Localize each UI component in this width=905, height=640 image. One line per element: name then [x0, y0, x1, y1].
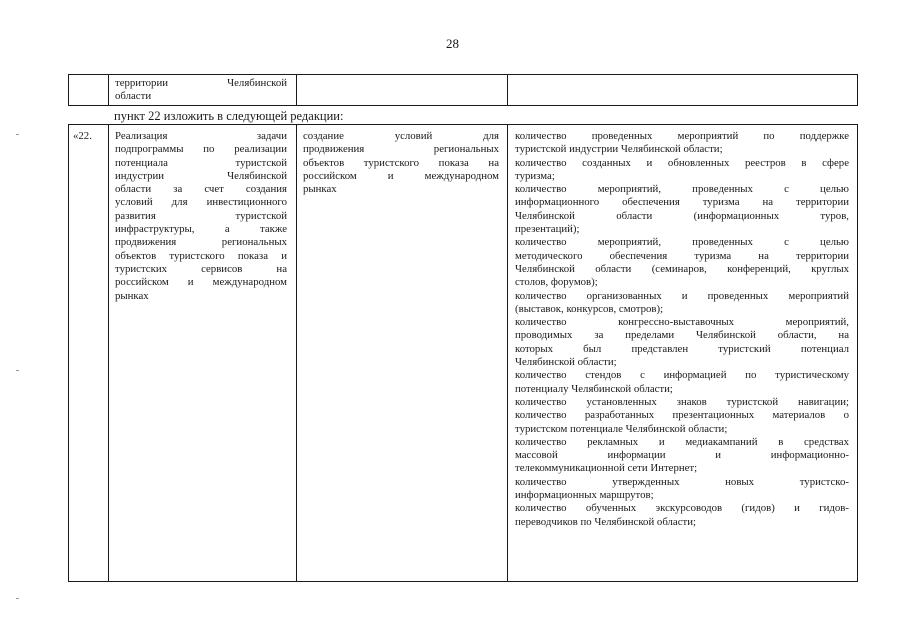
- text-line: области: [115, 90, 152, 103]
- text-line: массовой информации и информационно-: [515, 449, 849, 462]
- row22-border-left: [68, 124, 69, 582]
- program-table: [68, 74, 858, 582]
- task-cell: [115, 130, 287, 303]
- text-line: количество мероприятий, проведенных с целью: [515, 183, 849, 196]
- text-line: количество созданных и обновленных реестров в сфере: [515, 156, 849, 169]
- text-line: продвижения региональных: [115, 236, 287, 249]
- text-line: количество разработанных презентационных материалов о: [515, 409, 849, 422]
- text-line: (выставок, конкурсов, смотров);: [515, 302, 664, 315]
- text-line: презентаций);: [515, 223, 580, 236]
- text-line: которых был представлен туристский потенциал: [515, 342, 849, 355]
- text-line: развития туристской: [115, 209, 287, 222]
- top-row-task-cell: [115, 77, 287, 104]
- text-line: туристской индустрии Челябинской области;: [515, 143, 723, 156]
- text-line: Челябинской области;: [515, 356, 617, 369]
- text-line: Челябинской области (семинаров, конференций, круглых: [515, 262, 849, 275]
- text-line: Реализация задачи: [115, 130, 287, 142]
- indicators-cell: [515, 130, 849, 529]
- top-row-divider-2: [296, 74, 297, 106]
- text-line: Челябинской области (информационных туров,: [515, 209, 849, 222]
- text-line: потенциала туристской: [115, 156, 287, 169]
- row-number: «22.: [73, 130, 92, 142]
- text-line: территории Челябинской: [115, 77, 287, 89]
- text-line: индустрии Челябинской: [115, 169, 287, 182]
- text-line: рынках: [303, 183, 337, 196]
- text-line: туризма;: [515, 169, 555, 182]
- row22-divider-2: [296, 124, 297, 582]
- row22-top-border: [68, 124, 858, 125]
- text-line: проводимых за пределами Челябинской области, на: [515, 329, 849, 342]
- text-line: информационного обеспечения туризма на территории: [515, 196, 849, 209]
- text-line: подпрограммы по реализации: [115, 143, 287, 156]
- text-line: туристском потенциале Челябинской области;: [515, 422, 728, 435]
- text-line: количество обученных экскурсоводов (гидов) и гидов-: [515, 502, 849, 515]
- text-line: инфраструктуры, а также: [115, 223, 287, 236]
- text-line: продвижения региональных: [303, 143, 499, 156]
- text-line: количество мероприятий, проведенных с целью: [515, 236, 849, 249]
- text-line: потенциалу Челябинской области;: [515, 382, 673, 395]
- text-line: условий для инвестиционного: [115, 196, 287, 209]
- top-row-border-left: [68, 74, 69, 106]
- top-row-divider-3: [507, 74, 508, 106]
- text-line: туристских сервисов на: [115, 262, 287, 275]
- page-number: 28: [446, 36, 459, 51]
- scan-mark: [16, 134, 19, 135]
- text-line: количество стендов с информацией по туристическому: [515, 369, 849, 382]
- row22-divider-1: [108, 124, 109, 582]
- scan-mark: [16, 598, 19, 599]
- text-line: российском и международном: [115, 276, 287, 289]
- text-line: телекоммуникационной сети Интернет;: [515, 462, 698, 475]
- text-line: количество организованных и проведенных мероприятий: [515, 289, 849, 302]
- amendment-instruction: пункт 22 изложить в следующей редакции:: [114, 109, 344, 123]
- text-line: российском и международном: [303, 169, 499, 182]
- top-row-divider-1: [108, 74, 109, 106]
- top-row-border-right: [857, 74, 858, 106]
- text-line: методического обеспечения туризма на территории: [515, 249, 849, 262]
- scan-mark: [16, 370, 19, 371]
- text-line: создание условий для: [303, 130, 499, 142]
- text-line: области за счет создания: [115, 183, 287, 196]
- text-line: количество утвержденных новых туристско-: [515, 475, 849, 488]
- row22-divider-3: [507, 124, 508, 582]
- text-line: объектов туристского показа и: [115, 249, 287, 262]
- text-line: переводчиков по Челябинской области;: [515, 515, 697, 528]
- text-line: количество рекламных и медиакампаний в средствах: [515, 435, 849, 448]
- text-line: количество конгрессно-выставочных мероприятий,: [515, 316, 849, 329]
- row22-border-right: [857, 124, 858, 582]
- text-line: рынках: [115, 289, 149, 302]
- text-line: столов, форумов);: [515, 276, 598, 289]
- text-line: объектов туристского показа на: [303, 156, 499, 169]
- result-cell: [303, 130, 499, 196]
- table-top-border: [68, 74, 858, 75]
- top-row-bottom-border: [68, 105, 858, 106]
- text-line: количество проведенных мероприятий по поддержке: [515, 130, 849, 142]
- text-line: информационных маршрутов;: [515, 489, 654, 502]
- table-bottom-border: [68, 581, 858, 582]
- text-line: количество установленных знаков туристской навигации;: [515, 395, 849, 408]
